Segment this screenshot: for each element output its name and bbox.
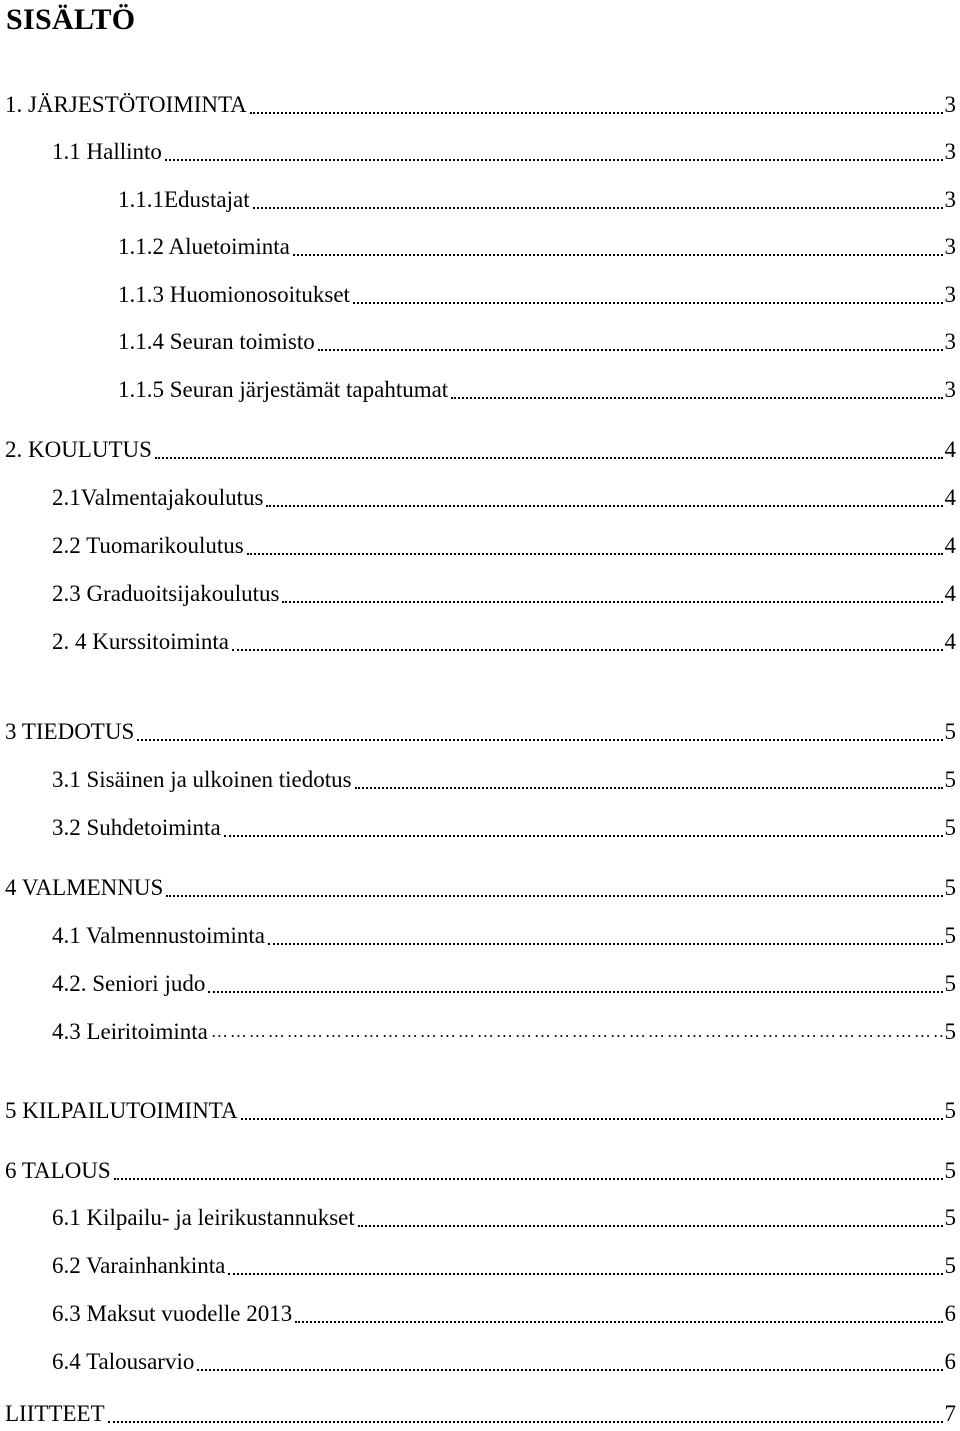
toc-entry-page: 3 bbox=[944, 377, 956, 402]
toc-entry-label: 4.2. Seniori judo bbox=[52, 971, 206, 996]
toc-entry-label: 2. 4 Kurssitoiminta bbox=[52, 629, 229, 654]
toc-entry-page: 4 bbox=[944, 437, 956, 462]
toc-entry-page: 3 bbox=[944, 187, 956, 212]
toc-entry-label: 1.1.1Edustajat bbox=[118, 187, 250, 212]
toc-leader bbox=[114, 1156, 943, 1186]
toc-entry[interactable] bbox=[52, 1015, 956, 1047]
toc-entry-label: 1.1 Hallinto bbox=[52, 139, 162, 164]
toc-entry-page: 3 bbox=[944, 92, 956, 117]
toc-leader bbox=[353, 280, 943, 310]
toc-entry[interactable] bbox=[118, 325, 956, 357]
toc-leader bbox=[451, 375, 942, 405]
toc-entry-page: 5 bbox=[944, 1019, 956, 1044]
toc-leader bbox=[253, 185, 943, 215]
toc-entry-label: 6.4 Talousarvio bbox=[52, 1349, 195, 1374]
toc-entry-label: 1.1.2 Aluetoiminta bbox=[118, 234, 290, 259]
toc-entry[interactable] bbox=[5, 715, 956, 747]
toc-entry[interactable] bbox=[52, 1345, 956, 1377]
toc-entry-page: 3 bbox=[944, 282, 956, 307]
toc-entry-label: 2.1Valmentajakoulutus bbox=[52, 485, 264, 510]
toc-entry-label: 1.1.5 Seuran järjestämät tapahtumat bbox=[118, 377, 449, 402]
toc-entry[interactable] bbox=[52, 811, 956, 843]
toc-entry[interactable] bbox=[5, 871, 956, 903]
toc-entry-label: 2. KOULUTUS bbox=[5, 437, 152, 462]
toc-entry[interactable] bbox=[52, 1249, 956, 1281]
toc-entry[interactable] bbox=[52, 577, 956, 609]
toc-entry-page: 4 bbox=[944, 485, 956, 510]
toc-entry[interactable] bbox=[5, 1397, 956, 1429]
toc-entry-page: 5 bbox=[944, 875, 956, 900]
toc-entry-page: 7 bbox=[944, 1401, 956, 1426]
toc-leader bbox=[224, 813, 943, 843]
toc-leader bbox=[318, 327, 943, 357]
toc-entry-page: 5 bbox=[944, 923, 956, 948]
toc-leader bbox=[282, 579, 942, 609]
toc-entry[interactable] bbox=[52, 481, 956, 513]
toc-entry[interactable] bbox=[118, 230, 956, 262]
toc-leader bbox=[197, 1347, 942, 1377]
toc-entry-label: 2.3 Graduoitsijakoulutus bbox=[52, 581, 280, 606]
toc-entry-page: 5 bbox=[944, 719, 956, 744]
toc-entry-page: 4 bbox=[944, 629, 956, 654]
toc-entry[interactable] bbox=[52, 1297, 956, 1329]
toc-entry[interactable] bbox=[5, 1094, 956, 1126]
toc-entry[interactable] bbox=[5, 88, 956, 120]
toc-entry[interactable] bbox=[5, 1154, 956, 1186]
toc-entry-label: 6.3 Maksut vuodelle 2013 bbox=[52, 1301, 293, 1326]
toc-entry-label: 6 TALOUS bbox=[5, 1158, 111, 1183]
toc-leader bbox=[165, 137, 943, 167]
toc-entry[interactable] bbox=[52, 763, 956, 795]
toc-leader bbox=[268, 921, 943, 951]
toc-entry[interactable] bbox=[52, 967, 956, 999]
toc-leader bbox=[241, 1096, 943, 1126]
toc-entry[interactable] bbox=[118, 278, 956, 310]
toc-entry[interactable] bbox=[52, 919, 956, 951]
toc-leader bbox=[358, 1203, 943, 1233]
toc-entry-page: 3 bbox=[944, 139, 956, 164]
toc-entry-page: 5 bbox=[944, 767, 956, 792]
toc-entry-label: 1. JÄRJESTÖTOIMINTA bbox=[5, 92, 247, 117]
toc-entry-page: 5 bbox=[944, 1098, 956, 1123]
toc-entry-label: 4 VALMENNUS bbox=[5, 875, 164, 900]
toc-entry[interactable] bbox=[52, 625, 956, 657]
toc-entry[interactable] bbox=[52, 135, 956, 167]
page-title: SISÄLTÖ bbox=[6, 3, 136, 36]
toc-entry-page: 5 bbox=[944, 1205, 956, 1230]
toc-entry[interactable] bbox=[52, 529, 956, 561]
toc-leader bbox=[250, 90, 943, 120]
toc-leader bbox=[295, 1299, 942, 1329]
toc-entry-label: 1.1.4 Seuran toimisto bbox=[118, 329, 315, 354]
toc-entry-page: 5 bbox=[944, 815, 956, 840]
toc-entry[interactable] bbox=[52, 1201, 956, 1233]
toc-entry-page: 3 bbox=[944, 234, 956, 259]
toc-entry-page: 4 bbox=[944, 533, 956, 558]
toc-entry-page: 5 bbox=[944, 1253, 956, 1278]
toc-leader bbox=[137, 717, 942, 747]
toc-entry-label: 6.2 Varainhankinta bbox=[52, 1253, 226, 1278]
toc-leader bbox=[108, 1399, 943, 1429]
toc-entry[interactable] bbox=[118, 373, 956, 405]
toc-entry-label: 4.3 Leiritoiminta bbox=[52, 1019, 208, 1044]
toc-entry-label: 5 KILPAILUTOIMINTA bbox=[5, 1098, 238, 1123]
toc-entry-label: 4.1 Valmennustoiminta bbox=[52, 923, 265, 948]
toc-leader bbox=[293, 232, 943, 262]
toc-leader bbox=[166, 873, 942, 903]
toc-entry-label: 6.1 Kilpailu- ja leirikustannukset bbox=[52, 1205, 355, 1230]
toc-leader bbox=[247, 531, 943, 561]
toc-leader bbox=[211, 1017, 943, 1047]
toc-leader bbox=[232, 627, 943, 657]
toc-leader bbox=[228, 1251, 942, 1281]
toc-entry-label: 2.2 Tuomarikoulutus bbox=[52, 533, 244, 558]
toc-entry-page: 4 bbox=[944, 581, 956, 606]
toc-entry-label: 1.1.3 Huomionosoitukset bbox=[118, 282, 350, 307]
toc-entry-page: 6 bbox=[944, 1301, 956, 1326]
toc-entry-label: 3.1 Sisäinen ja ulkoinen tiedotus bbox=[52, 767, 352, 792]
toc-entry-page: 5 bbox=[944, 971, 956, 996]
toc-leader bbox=[355, 765, 943, 795]
toc-leader bbox=[266, 483, 942, 513]
toc-entry-label: LIITTEET bbox=[5, 1401, 105, 1426]
toc-entry-label: 3.2 Suhdetoiminta bbox=[52, 815, 221, 840]
toc-entry[interactable] bbox=[5, 433, 956, 465]
toc-leader bbox=[208, 969, 942, 999]
toc-entry-page: 6 bbox=[944, 1349, 956, 1374]
toc-entry-page: 3 bbox=[944, 329, 956, 354]
toc-entry[interactable] bbox=[118, 183, 956, 215]
toc-entry-page: 5 bbox=[944, 1158, 956, 1183]
toc-leader bbox=[155, 435, 943, 465]
toc-entry-label: 3 TIEDOTUS bbox=[5, 719, 135, 744]
